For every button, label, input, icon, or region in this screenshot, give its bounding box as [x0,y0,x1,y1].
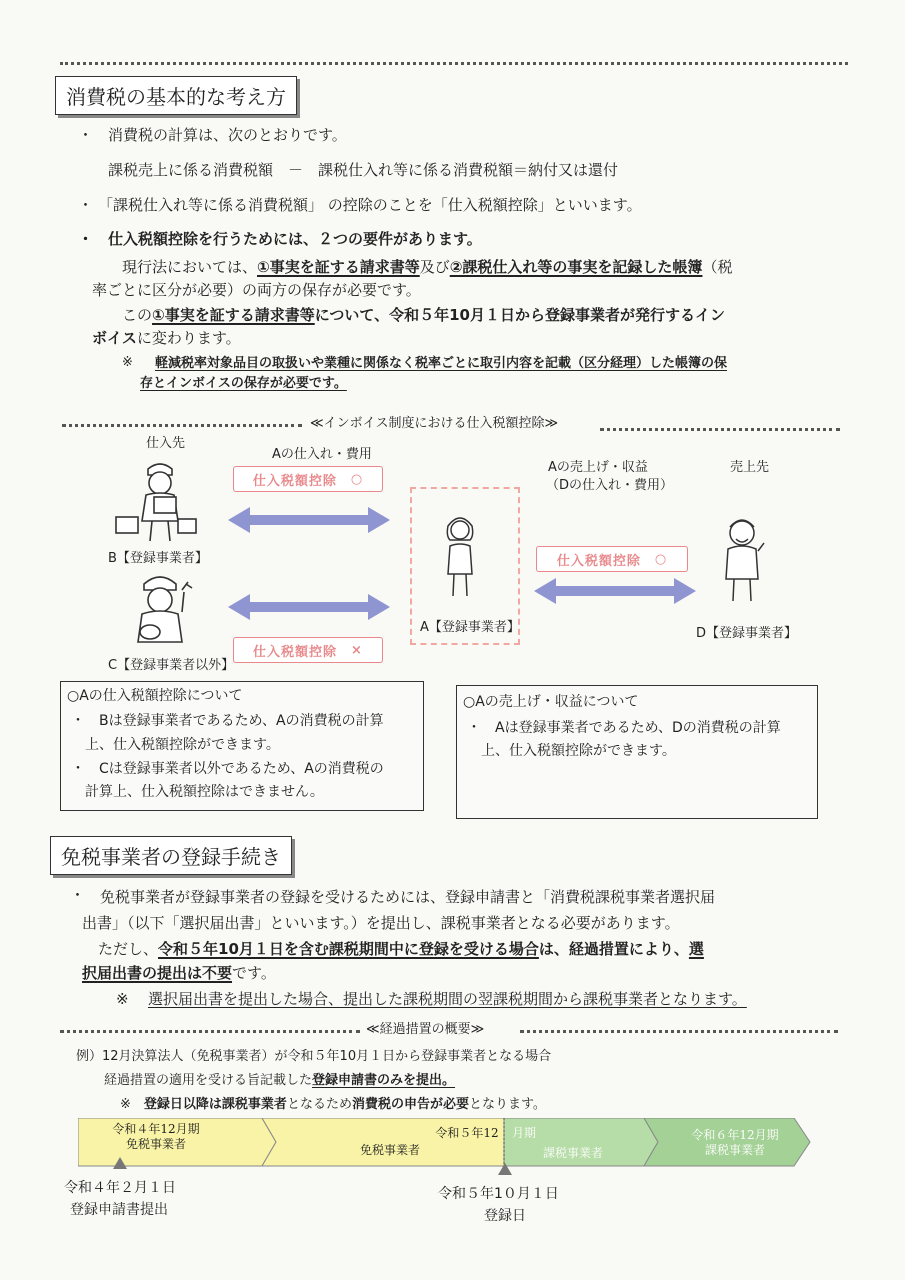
note-reduced-rate-1: 軽減税率対象品目の取扱いや業種に関係なく税率ごとに取引内容を記載（区分経理）した帳簿の保 [155,356,728,371]
box-a-sales [456,685,818,819]
note-selection-filing: 選択届出書を提出した場合、提出した課税期間の翌課税期間から課税事業者となります。 [148,990,747,1008]
date-application: 令和４年２月１日 [64,1180,176,1196]
top-dotted-rule [60,62,848,65]
box-left-line3: ・ Cは登録事業者以外であるため、Aの消費税の [71,761,384,777]
requirement-1-ref: ①事実を証する請求書等 [152,306,315,324]
text-span: 選 [688,940,704,958]
text-span: ボイス [92,329,137,347]
bullet: ・ [70,886,86,904]
seg2-period-top: 令和５年12 [435,1126,499,1140]
supplier-c-person-icon [120,570,200,652]
paragraph-exception [98,940,704,958]
requirement-1: ①事実を証する請求書等 [257,258,420,276]
deduct-pill-c [233,637,383,663]
deduct-pill-b [233,466,383,492]
seg1-status: 免税事業者 [125,1137,186,1151]
paragraph-deduction-def: 「課税仕入れ等に係る消費税額」 の控除のことを「仕入税額控除」といいます。 [98,196,642,214]
note-mark: ※ [116,990,129,1008]
box-right-line1: ・ Aは登録事業者であるため、Dの消費税の計算 [467,720,781,736]
box-left-line4: 計算上、仕入税額控除はできません。 [85,784,324,800]
deduct-text: 仕入税額控除 [556,553,641,569]
seg3-status: 課税事業者 [542,1146,603,1160]
transition-rule-left [60,1030,360,1033]
b-label: B【登録事業者】 [108,551,208,566]
text-span: 経過措置の適用を受ける旨記載した [104,1073,313,1088]
marker-triangle-icon [498,1163,512,1175]
deduct-text: 仕入税額控除 [253,644,338,660]
paragraph-invoice-2 [92,329,241,347]
text-span: について、令和５年10月１日から登録事業者が発行するイン [314,306,725,324]
seg3-period-top: 月期 [511,1126,536,1140]
text-span: は、経過措置により、 [538,940,689,958]
paragraph-formula: 課税売上に係る消費税額 － 課税仕入れ等に係る消費税額＝納付又は還付 [108,161,619,179]
text-span: 登録日以降は課税事業者 [143,1097,287,1112]
box-right-title: ○Aの売上げ・収益について [463,694,639,710]
seg1-period [96,1122,216,1152]
text-span: ただし、 [98,940,159,958]
seg4-period [680,1128,790,1158]
date-registration: 令和５年1０月１日 [438,1186,559,1202]
sales-label-2: （Dの仕入れ・費用） [546,478,674,493]
arrow-b-a-icon [228,505,390,535]
mark-ok: ○ [350,471,364,487]
paragraph-calc: 消費税の計算は、次のとおりです。 [108,126,347,144]
transition-heading: ≪経過措置の概要≫ [366,1022,485,1037]
transition-rule-right [520,1030,838,1033]
business-a-person-icon [438,512,482,600]
supplier-label: 仕入先 [146,436,186,451]
customer-label: 売上先 [730,460,770,475]
text-span: 登録申請書のみを提出。 [312,1073,456,1088]
paragraph-current-law-2: 率ごとに区分が必要）の両方の保存が必要です。 [92,281,421,299]
box-left-title: ○Aの仕入税額控除について [67,688,243,704]
example-line-1: 例）12月決算法人（免税事業者）が令和５年10月１日から登録事業者となる場合 [76,1049,552,1064]
example-line-2 [104,1073,455,1089]
supplier-b-person-icon [112,455,202,547]
text-span: 及び [419,258,450,276]
mark-ok: ○ [654,551,668,567]
text-span: この [122,306,153,324]
marker-triangle-icon [113,1157,127,1169]
c-label: C【登録事業者以外】 [108,658,235,673]
paragraph-invoice [122,306,725,324]
mark-ng: × [351,642,363,658]
seg1-period-label: 令和４年12月期 [112,1122,200,1136]
date-registration-caption: 登録日 [484,1208,526,1224]
customer-d-person-icon [718,513,768,605]
paragraph-exception-2 [82,964,276,982]
bullet: ・ [78,230,94,248]
arrow-a-d-icon [534,576,696,606]
text-span: に変わります。 [136,329,241,347]
box-a-purchase-deduction [60,681,424,811]
paragraph-current-law [122,258,732,276]
text-span: ※ [120,1097,131,1112]
deduct-pill-d [536,546,688,572]
a-label: A【登録事業者】 [420,620,520,635]
bullet: ・ [78,126,94,144]
note-reduced-rate-2: 存とインボイスの保存が必要です。 [140,376,347,391]
box-left-line2: 上、仕入税額控除ができます。 [85,737,280,753]
section-title-registration: 免税事業者の登録手続き [50,836,292,875]
paragraph-registration-2: 出書」（以下「選択届出書」といいます。）を提出し、課税事業者となる必要があります。 [82,914,680,932]
text-span: 消費税の申告が必要 [351,1097,469,1112]
text-span: 現行法においては、 [122,258,258,276]
box-right-line2: 上、仕入税額控除ができます。 [481,743,676,759]
deduct-text: 仕入税額控除 [252,473,337,489]
arrow-c-a-icon [228,592,390,622]
sales-label-1: Aの売上げ・収益 [548,460,648,475]
box-left-line1: ・ Bは登録事業者であるため、Aの消費税の計算 [71,713,384,729]
text-span: です。 [232,964,276,982]
paragraph-requirements: 仕入税額控除を行うためには、２つの要件があります。 [108,230,482,248]
text-span: となるため [286,1097,352,1112]
diagram-rule-right [600,428,840,431]
diagram-heading: ≪インボイス制度における仕入税額控除≫ [310,416,559,431]
date-application-caption: 登録申請書提出 [70,1202,168,1218]
diagram-rule-left [62,424,302,427]
paragraph-registration-1: 免税事業者が登録事業者の登録を受けるためには、登録申請書と「消費税課税事業者選択届 [100,888,716,906]
seg2-status: 免税事業者 [359,1143,420,1157]
exception-result: 択届出書の提出は不要 [82,964,233,982]
bullet: ・ [78,196,94,214]
text-span: となります。 [468,1097,546,1112]
exception-condition: 令和５年10月１日を含む課税期間中に登録を受ける場合 [158,940,539,958]
example-note [120,1097,546,1113]
seg4-period-label: 令和６年12月期 [691,1128,779,1142]
section-title-basics: 消費税の基本的な考え方 [55,76,297,115]
note-mark: ※ [122,355,133,370]
d-label: D【登録事業者】 [696,626,798,641]
seg4-status: 課税事業者 [704,1143,765,1157]
requirement-2: ②課税仕入れ等の事実を記録した帳簿 [449,258,703,276]
purchase-label: Aの仕入れ・費用 [272,447,372,462]
text-span: （税 [702,258,733,276]
